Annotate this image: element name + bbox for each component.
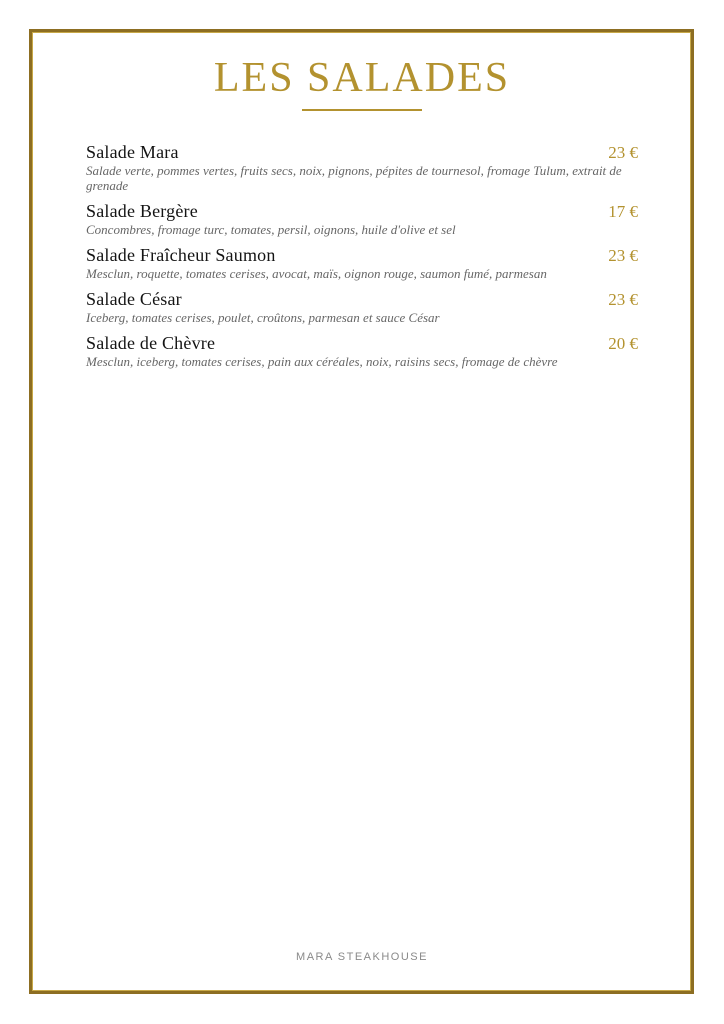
menu-item-row bbox=[86, 333, 638, 354]
page-title: LES SALADES bbox=[213, 55, 511, 101]
item-description: Concombres, fromage turc, tomates, persil, oignons, huile d'olive et sel bbox=[86, 221, 456, 237]
item-name: Salade Fraîcheur Saumon bbox=[86, 244, 276, 265]
menu-item-row bbox=[86, 289, 638, 310]
item-price: 23 € bbox=[608, 245, 638, 265]
item-price: 17 € bbox=[608, 201, 638, 221]
item-name: Salade de Chèvre bbox=[86, 332, 216, 353]
title-underline bbox=[302, 109, 422, 111]
menu-item bbox=[86, 142, 638, 194]
item-price: 20 € bbox=[608, 333, 638, 353]
menu-item-row bbox=[86, 142, 638, 163]
menu-item bbox=[86, 333, 638, 370]
menu-list bbox=[86, 142, 638, 370]
menu-item-row bbox=[86, 245, 638, 266]
item-name: Salade Mara bbox=[86, 142, 179, 163]
menu-item bbox=[86, 201, 638, 238]
item-description: Iceberg, tomates cerises, poulet, croûtons, parmesan et sauce César bbox=[86, 309, 440, 325]
item-description: Mesclun, roquette, tomates cerises, avocat, maïs, oignon rouge, saumon fumé, parmesan bbox=[86, 265, 547, 281]
item-name: Salade César bbox=[86, 288, 182, 309]
menu-item-row bbox=[86, 201, 638, 222]
menu-item bbox=[86, 289, 638, 326]
item-description: Mesclun, iceberg, tomates cerises, pain aux céréales, noix, raisins secs, fromage de chèvre bbox=[86, 353, 558, 369]
menu-item bbox=[86, 245, 638, 282]
item-price: 23 € bbox=[608, 289, 638, 309]
footer-text: MARA STEAKHOUSE bbox=[296, 951, 428, 963]
item-price: 23 € bbox=[608, 143, 638, 163]
item-description: Salade verte, pommes vertes, fruits secs, noix, pignons, pépites de tournesol, fromage Tulum, extrait de grenade bbox=[86, 163, 622, 194]
item-name: Salade Bergère bbox=[86, 200, 198, 221]
